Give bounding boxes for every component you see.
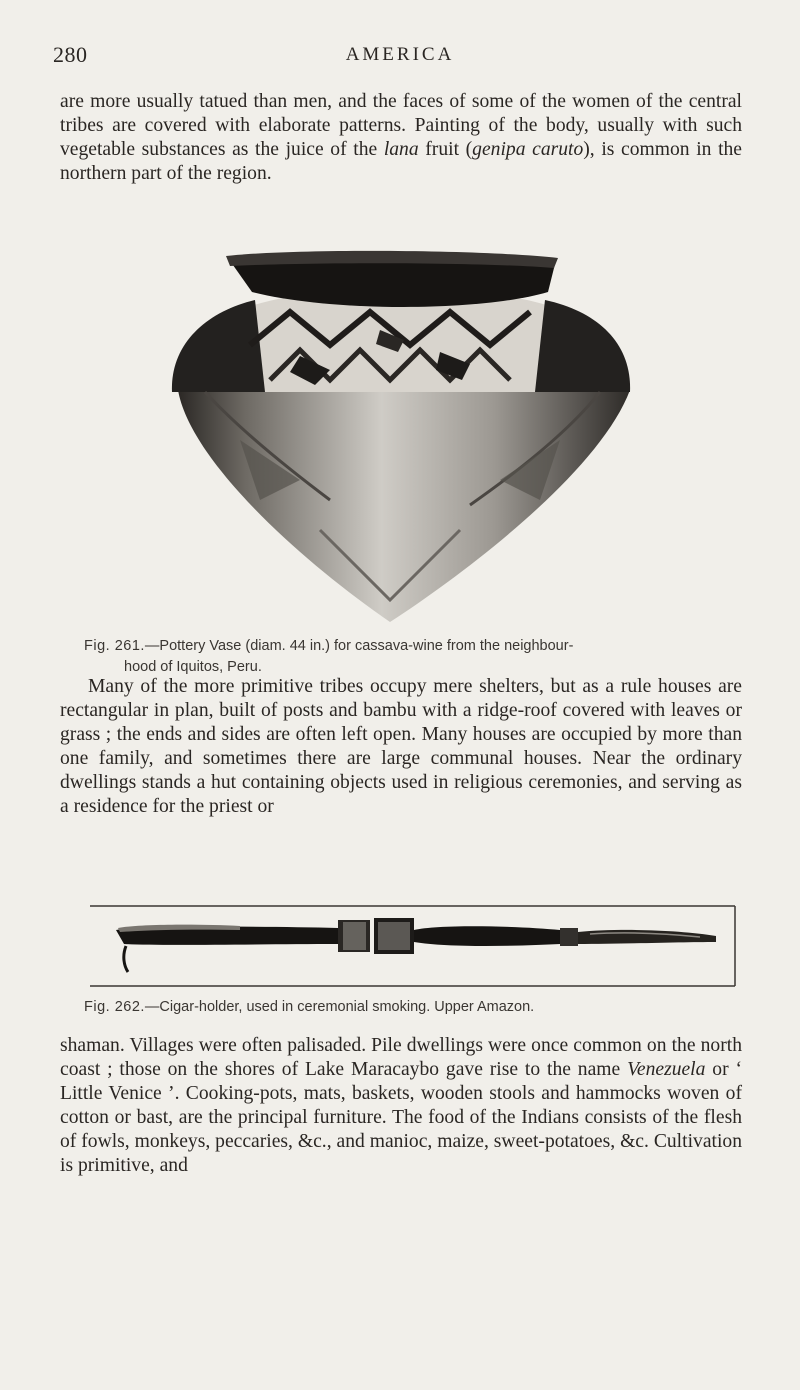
figure-261-caption-line2: hood of Iquitos, Peru. (124, 659, 262, 675)
cigar-holder (116, 918, 716, 972)
paragraph-1-italic-genipa: genipa caruto (472, 139, 584, 160)
figure-262-caption (84, 997, 744, 1018)
paragraph-1-text-a: are more usually tatued than men, and the faces of some of the women of the central tribes are covered with elaborate patterns. Painting of the body, usually with such vegetable substances as the juice of the (60, 91, 742, 160)
paragraph-3 (60, 1034, 742, 1178)
figure-261-label: Fig. 261. (84, 638, 145, 654)
paragraph-2: Many of the more primitive tribes occupy mere shelters, but as a rule houses are rectangular in plan, built of posts and bambu with a ridge-roof covered with leaves or grass ; the ends and sides are often left open. Many houses are occupied by more than one family, and sometimes there are large communal houses. Near the ordinary dwellings stands a hut containing objects used in religious ceremonies, and serving as a residence for the priest or (60, 676, 742, 817)
figure-262-caption-text: —Cigar-holder, used in ceremonial smoking. Upper Amazon. (144, 999, 535, 1015)
figure-262-label: Fig. 262. (84, 999, 145, 1015)
page-number: 280 (53, 42, 88, 67)
paragraph-1-text-b: fruit ( (418, 139, 473, 160)
paragraph-3-text-b: or ‘ Little Venice ’. Cooking-pots, mats, baskets, wooden stools and hammocks woven of cotton or bast, are the principal furniture. The food of the Indians consists of the flesh of fowls, monkeys, peccaries, &c., and manioc, maize, sweet-potatoes, &c. Cultivation is primitive, and (60, 1059, 742, 1176)
paragraph-1-text-c: ), is common in the northern part of the region. (60, 139, 743, 184)
paragraph-3-italic-venezuela: Venezuela (627, 1059, 706, 1080)
running-head: AMERICA (345, 44, 455, 65)
paragraph-3-text-a: shaman. Villages were often palisaded. Pile dwellings were once common on the north coast ; those on the shores of Lake Maracaybo gave rise to the name (60, 1035, 742, 1080)
figure-261-caption-line1: —Pottery Vase (diam. 44 in.) for cassava-wine from the neighbour- (144, 638, 574, 654)
paragraph-1-italic-lana: lana (383, 139, 419, 160)
